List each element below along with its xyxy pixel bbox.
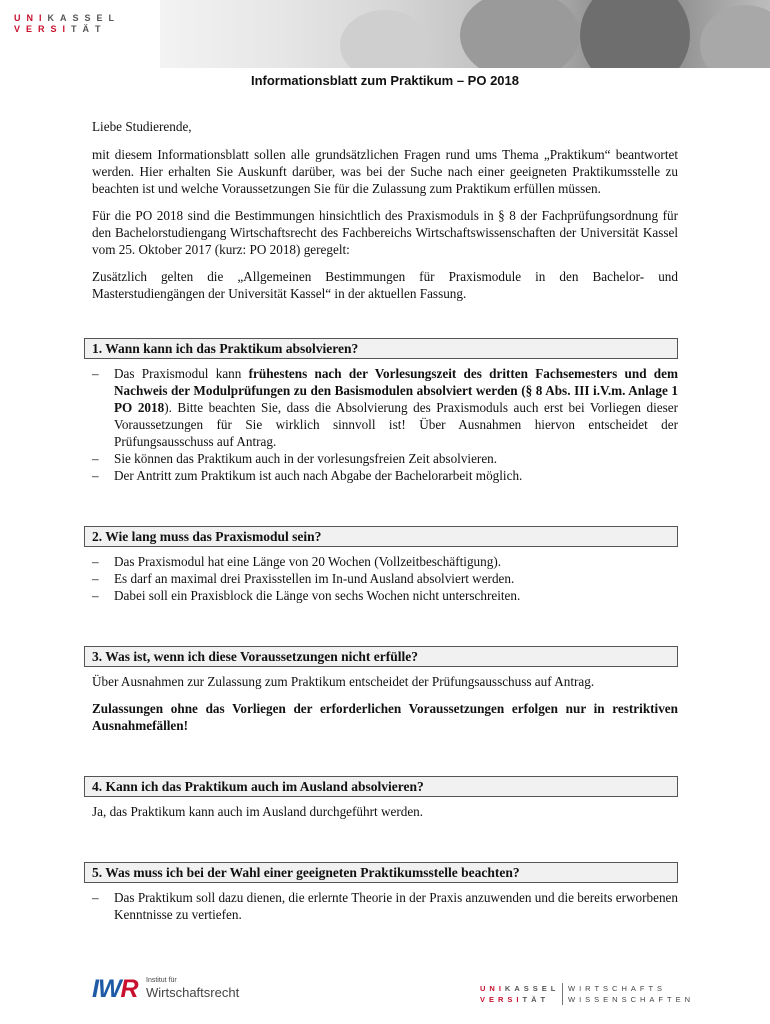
section-heading: 1. Wann kann ich das Praktikum absolvieren?	[84, 338, 678, 359]
section-body	[92, 673, 678, 734]
logo-uni-text: UNI	[14, 13, 48, 23]
section-5	[92, 862, 678, 923]
list-item: – Es darf an maximal drei Praxisstellen im In-und Ausland absolviert werden.	[92, 570, 678, 587]
section-paragraph: Ja, das Praktikum kann auch im Ausland durchgeführt werden.	[92, 804, 424, 819]
list-item: – Sie können das Praktikum auch in der vorlesungsfreien Zeit absolvieren.	[92, 450, 678, 467]
logo-kassel-text: KASSEL	[47, 13, 121, 23]
iwr-small-label: Institut für	[146, 977, 177, 984]
photo-shape	[460, 0, 580, 68]
iwr-logo-mark	[92, 976, 138, 1002]
logo-taet-text: TÄT	[71, 24, 107, 34]
iwr-name-label: Wirtschaftsrecht	[146, 985, 240, 1000]
intro-paragraph-1: mit diesem Informationsblatt sollen alle grundsätzlichen Fragen rund ums Thema „Praktikum“ beantwortet werden. Hier erhalten Sie Auskunft darüber, was bei der Suche nach einer geeigneten Praktikumsstelle zu beachten ist und welche Voraussetzungen Sie für die Zulassung zum Praktikum erfüllen müssen.	[92, 147, 678, 196]
footer-versi-text: VERSI	[480, 995, 523, 1004]
section-heading: 3. Was ist, wenn ich diese Voraussetzungen nicht erfülle?	[84, 646, 678, 667]
iwr-mark-blue: IW	[92, 975, 121, 1003]
intro-paragraph-3: Zusätzlich gelten die „Allgemeinen Bestimmungen für Praxismodule in den Bachelor- und Masterstudiengängen der Universität Kassel“ in der aktuellen Fassung.	[92, 269, 678, 301]
section-body	[92, 889, 678, 923]
page-header	[0, 0, 770, 68]
logo-line-2	[14, 24, 107, 34]
list-item-text: Das Praxismodul kann	[114, 366, 249, 381]
section-4	[92, 776, 678, 820]
list-item: – Das Praxismodul hat eine Länge von 20 Wochen (Vollzeitbeschäftigung).	[92, 553, 678, 570]
page-title: Informationsblatt zum Praktikum – PO 2018	[250, 73, 520, 88]
section-bold-paragraph: Zulassungen ohne das Vorliegen der erforderlichen Voraussetzungen erfolgen nur in restriktiven Ausnahmefällen!	[92, 701, 678, 733]
footer-taet-text: TÄT	[522, 995, 550, 1004]
list-item: – Das Praktikum soll dazu dienen, die erlernte Theorie in der Praxis anzuwenden und die bereits erworbenen Kenntnisse zu vertiefen.	[92, 889, 678, 923]
university-logo	[0, 0, 160, 42]
photo-shape	[700, 5, 770, 68]
iwr-mark-red: R	[120, 975, 138, 1003]
greeting: Liebe Studierende,	[92, 119, 192, 134]
section-heading: 5. Was muss ich bei der Wahl einer geeigneten Praktikumsstelle beachten?	[84, 862, 678, 883]
logo-versi-text: VERSI	[14, 24, 72, 34]
section-paragraph: Über Ausnahmen zur Zulassung zum Praktikum entscheidet der Prüfungsausschuss auf Antrag.	[92, 674, 595, 689]
section-body	[92, 553, 678, 604]
faculty-line-1: WIRTSCHAFTS	[568, 984, 667, 993]
header-photo	[160, 0, 770, 68]
logo-line-1	[14, 13, 120, 23]
section-3	[92, 646, 678, 734]
list-item	[92, 365, 678, 450]
photo-shape	[580, 0, 690, 68]
bullet-list	[92, 553, 678, 604]
footer-uni-text: UNI	[480, 984, 505, 993]
section-2	[92, 526, 678, 604]
section-1	[92, 338, 678, 484]
list-item: – Der Antritt zum Praktikum ist auch nach Abgabe der Bachelorarbeit möglich.	[92, 467, 678, 484]
list-item: – Dabei soll ein Praxisblock die Länge von sechs Wochen nicht unterschreiten.	[92, 587, 678, 604]
uni-kassel-mark	[480, 983, 559, 1005]
faculty-name	[568, 983, 694, 1005]
faculty-line-2: WISSENSCHAFTEN	[568, 995, 695, 1004]
list-item-bold-text: frühestens nach der Vorlesungszeit des dritten Fachsemesters und dem Nachweis der Modulprüfungen zu den Basismodulen absolviert werden (§ 8 Abs. III i.V.m. Anlage 1 PO 2018	[114, 366, 678, 415]
intro-paragraph-2: Für die PO 2018 sind die Bestimmungen hinsichtlich des Praxismoduls in § 8 der Fachprüfungsordnung für den Bachelorstudiengang Wirtschaftsrecht des Fachbereichs Wirtschaftswissenschaften der Universität Kassel vom 25. Oktober 2017 (kurz: PO 2018) geregelt:	[92, 208, 678, 257]
section-heading: 2. Wie lang muss das Praxismodul sein?	[84, 526, 678, 547]
bullet-list	[92, 365, 678, 484]
list-item-text: ). Bitte beachten Sie, dass die Absolvierung des Praxismoduls auch erst bei Vorliegen dieser Voraussetzungen für Sie wirklich sinnvoll ist! Über Ausnahmen hiervon entscheidet der Prüfungsausschuss auf Antrag.	[114, 400, 678, 449]
footer-kassel-text: KASSEL	[504, 984, 560, 993]
photo-shape	[340, 10, 430, 68]
section-body	[92, 803, 678, 820]
section-body	[92, 365, 678, 484]
section-heading: 4. Kann ich das Praktikum auch im Ausland absolvieren?	[84, 776, 678, 797]
footer-divider	[562, 983, 563, 1005]
bullet-list	[92, 889, 678, 923]
document-body	[92, 118, 678, 923]
